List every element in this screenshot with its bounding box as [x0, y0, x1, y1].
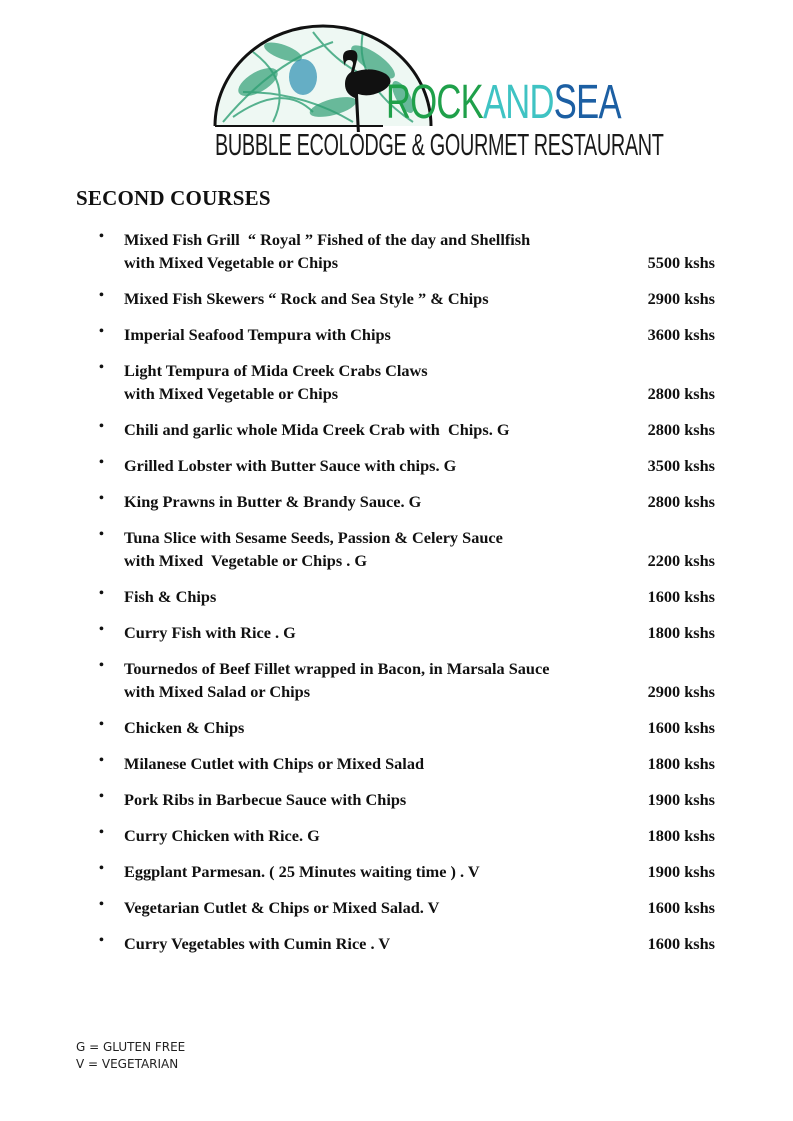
menu-item [0, 490, 793, 513]
bullet-icon: • [99, 419, 104, 434]
bullet-icon: • [99, 789, 104, 804]
bullet-icon: • [99, 622, 104, 637]
bullet-icon: • [99, 288, 104, 303]
menu-item [0, 323, 793, 346]
menu-item-name: Chili and garlic whole Mida Creek Crab with Chips. G [124, 420, 510, 439]
menu-item-price: 2200 kshs [647, 551, 715, 570]
bullet-icon: • [99, 527, 104, 542]
menu-item [0, 788, 793, 811]
menu-item-name: Curry Fish with Rice . G [124, 623, 296, 642]
restaurant-logo [213, 22, 664, 162]
menu-item [0, 621, 793, 644]
menu-item-price: 1900 kshs [647, 790, 715, 809]
menu-item-price: 2900 kshs [647, 682, 715, 701]
menu-item-name: Imperial Seafood Tempura with Chips [124, 325, 391, 344]
menu-item-price: 1600 kshs [647, 898, 715, 917]
logo-subtitle: BUBBLE ECOLODGE & GOURMET RESTAURANT [215, 127, 664, 162]
menu-item [0, 359, 793, 405]
menu-item-name: Tuna Slice with Sesame Seeds, Passion & Celery Sauce [124, 528, 503, 547]
logo-word-rock: ROCK [386, 76, 483, 129]
menu-item-name: Vegetarian Cutlet & Chips or Mixed Salad. V [124, 898, 440, 917]
logo-word-and: AND [482, 76, 554, 129]
menu-item-price: 2800 kshs [647, 384, 715, 403]
menu-item [0, 932, 793, 955]
bullet-icon: • [99, 753, 104, 768]
menu-item-name: Chicken & Chips [124, 718, 245, 737]
menu-item [0, 860, 793, 883]
menu-item-price: 2900 kshs [647, 289, 715, 308]
menu-item-name: Curry Vegetables with Cumin Rice . V [124, 934, 391, 953]
menu-item [0, 454, 793, 477]
menu-item-name: Fish & Chips [124, 587, 217, 606]
bullet-icon: • [99, 229, 104, 244]
legend-gluten-free: G = GLUTEN FREE [76, 1040, 186, 1054]
menu-item-price: 1800 kshs [647, 623, 715, 642]
bullet-icon: • [99, 933, 104, 948]
dietary-legend [76, 1039, 185, 1073]
bullet-icon: • [99, 455, 104, 470]
menu-item-price: 3500 kshs [647, 456, 715, 475]
bullet-icon: • [99, 658, 104, 673]
menu-item [0, 824, 793, 847]
menu-item [0, 716, 793, 739]
bullet-icon: • [99, 897, 104, 912]
section-title: SECOND COURSES [76, 186, 271, 210]
legend-vegetarian: V = VEGETARIAN [76, 1057, 179, 1071]
menu-item [0, 896, 793, 919]
menu-item-name: Mixed Fish Grill “ Royal ” Fished of the day and Shellfish [124, 230, 531, 249]
menu-item-price: 1600 kshs [647, 587, 715, 606]
menu-item-name: with Mixed Salad or Chips [124, 682, 311, 701]
menu-item-name: Light Tempura of Mida Creek Crabs Claws [124, 361, 428, 380]
menu-item [0, 752, 793, 775]
menu-item-price: 2800 kshs [647, 420, 715, 439]
bullet-icon: • [99, 586, 104, 601]
menu-item [0, 287, 793, 310]
menu-item-price: 1600 kshs [647, 934, 715, 953]
menu-item [0, 657, 793, 703]
menu-item-price: 1800 kshs [647, 826, 715, 845]
menu-item-name: Pork Ribs in Barbecue Sauce with Chips [124, 790, 407, 809]
menu-item-price: 1600 kshs [647, 718, 715, 737]
bullet-icon: • [99, 491, 104, 506]
menu-item-name: Milanese Cutlet with Chips or Mixed Salad [124, 754, 425, 773]
menu-item [0, 585, 793, 608]
bullet-icon: • [99, 825, 104, 840]
menu-item [0, 228, 793, 274]
bullet-icon: • [99, 360, 104, 375]
bullet-icon: • [99, 324, 104, 339]
menu-item-price: 2800 kshs [647, 492, 715, 511]
menu-item-name: King Prawns in Butter & Brandy Sauce. G [124, 492, 422, 511]
menu-item-name: Mixed Fish Skewers “ Rock and Sea Style ” & Chips [124, 289, 489, 308]
menu-item-price: 3600 kshs [647, 325, 715, 344]
menu-item [0, 526, 793, 572]
logo-wordmark [386, 77, 621, 129]
bullet-icon: • [99, 717, 104, 732]
menu-item-name: Tournedos of Beef Fillet wrapped in Bacon, in Marsala Sauce [124, 659, 550, 678]
menu-item-price: 5500 kshs [647, 253, 715, 272]
logo-word-sea: SEA [553, 76, 621, 129]
bullet-icon: • [99, 861, 104, 876]
menu-item-name: with Mixed Vegetable or Chips . G [124, 551, 368, 570]
menu-item [0, 418, 793, 441]
menu-item-name: with Mixed Vegetable or Chips [124, 253, 339, 272]
menu-item-price: 1900 kshs [647, 862, 715, 881]
menu-item-name: Curry Chicken with Rice. G [124, 826, 320, 845]
menu-item-name: with Mixed Vegetable or Chips [124, 384, 339, 403]
menu-item-name: Grilled Lobster with Butter Sauce with chips. G [124, 456, 457, 475]
menu-item-price: 1800 kshs [647, 754, 715, 773]
menu-item-name: Eggplant Parmesan. ( 25 Minutes waiting time ) . V [124, 862, 480, 881]
